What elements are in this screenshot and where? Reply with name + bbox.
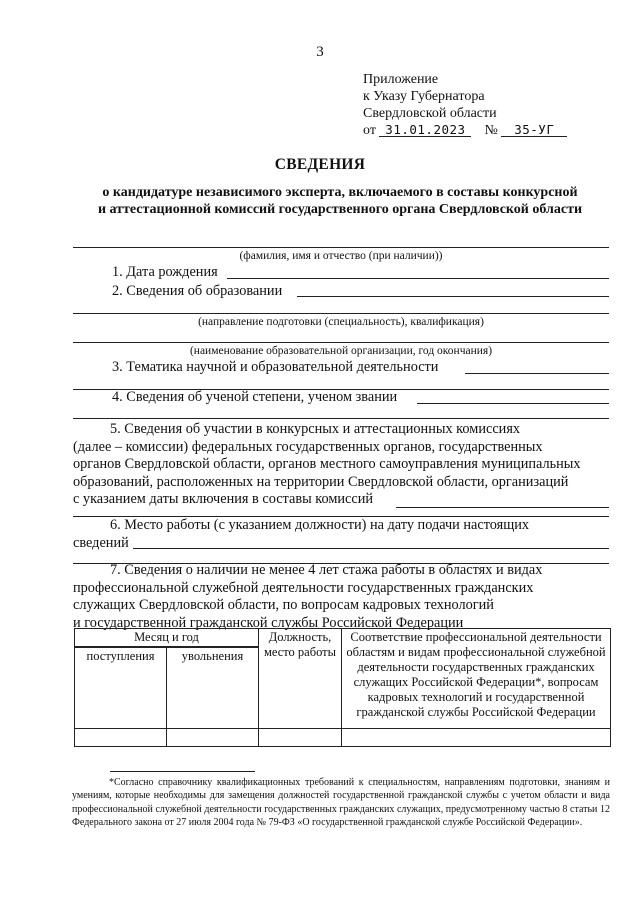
commissions-field-line xyxy=(396,507,609,508)
annex-from-label: от xyxy=(363,123,376,138)
fio-field-line xyxy=(73,247,609,248)
page-number: 3 xyxy=(316,44,324,60)
birth-date-field-line xyxy=(227,278,609,279)
experience-line3: служащих Свердловской области, по вопросам кадровых технологий xyxy=(73,597,494,613)
footnote-text: *Согласно справочнику квалификационных требований к специальностям, направлениям подготовки, знаниям и умениям, которые необходимы для замещения должностей государственной гражданской службы с учетом области и вида профессиональной служебной деятельности государственных гражданских служащих, предусмотренному частью 8 статьи 12 Федерального закона от 27 июля 2004 года № 79-ФЗ «О государственной гражданской службе Российской Федерации». xyxy=(72,777,610,829)
document-title: СВЕДЕНИЯ xyxy=(274,156,366,173)
annex-date: 31.01.2023 xyxy=(379,123,471,137)
education-label: 2. Сведения об образовании xyxy=(112,283,283,299)
commissions-line5: с указанием даты включения в составы комиссий xyxy=(73,491,374,507)
experience-line2: профессиональной служебной деятельности государственных гражданских xyxy=(73,579,534,596)
experience-table xyxy=(74,628,611,747)
subtitle-line1: о кандидатуре независимого эксперта, включаемого в составы конкурсной xyxy=(102,185,578,200)
subtitle-line2: и аттестационной комиссий государственного органа Свердловской области xyxy=(97,202,583,217)
commissions-line2: (далее – комиссии) федеральных государственных органов, государственных xyxy=(73,438,543,455)
annex-line1: Приложение xyxy=(363,72,439,87)
work-line1: 6. Место работы (с указанием должности) на дату подачи настоящих xyxy=(110,517,530,533)
fio-caption: (фамилия, имя и отчество (при наличии)) xyxy=(239,250,443,262)
work-field-line xyxy=(133,548,609,549)
table-cell-correspondence xyxy=(342,729,611,747)
footnote xyxy=(72,776,610,830)
experience-line4: и государственной гражданской службы Российской Федерации xyxy=(73,614,464,631)
table-cell-start xyxy=(75,729,167,747)
commissions-line1: 5. Сведения об участии в конкурсных и аттестационных комиссиях xyxy=(110,421,521,437)
annex-number-label: № xyxy=(484,123,498,138)
org-caption: (наименование образовательной организации, год окончания) xyxy=(189,345,493,357)
education-field-line xyxy=(297,296,609,297)
position-header: Должность, место работы xyxy=(259,629,342,729)
degree-field-line-2 xyxy=(73,418,609,419)
document-subtitle xyxy=(70,184,610,218)
annex-line2: к Указу Губернатора xyxy=(363,89,485,104)
footnote-separator xyxy=(110,771,255,772)
annex-line3: Свердловской области xyxy=(363,106,497,121)
table-cell-end xyxy=(167,729,259,747)
month-year-header xyxy=(75,629,259,648)
table-header-row xyxy=(75,629,611,648)
table-row xyxy=(75,729,611,747)
research-label: 3. Тематика научной и образовательной деятельности xyxy=(112,359,439,375)
start-header: поступления xyxy=(75,648,167,729)
degree-label: 4. Сведения об ученой степени, ученом звании xyxy=(112,389,398,405)
correspondence-header: Соответствие профессиональной деятельности областям и видам профессиональной служебной деятельности государственных гражданских служащих Российской Федерации*, вопросам кадровых технологий и государственной гражданской службы Российской Федерации xyxy=(342,629,611,729)
birth-date-label: 1. Дата рождения xyxy=(112,264,218,280)
direction-field-line xyxy=(73,313,609,314)
annex-block xyxy=(363,71,567,139)
org-field-line xyxy=(73,342,609,343)
work-line2: сведений xyxy=(73,534,129,551)
commissions-line4: образований, расположенных на территории Свердловской области, организаций xyxy=(73,473,569,490)
end-header: увольнения xyxy=(167,648,259,729)
research-field-line xyxy=(465,373,609,374)
annex-number: 35-УГ xyxy=(501,123,567,137)
experience-paragraph xyxy=(73,562,609,632)
degree-field-line xyxy=(417,403,609,404)
annex-date-line xyxy=(363,122,567,139)
month-year-header-label: Месяц и год xyxy=(75,629,258,647)
direction-caption: (направление подготовки (специальность), квалификация) xyxy=(198,316,484,328)
table-cell-position xyxy=(259,729,342,747)
commissions-line3: органов Свердловской области, органов местного самоуправления муниципальных xyxy=(73,456,581,472)
work-paragraph xyxy=(73,517,609,552)
experience-line1: 7. Сведения о наличии не менее 4 лет стажа работы в областях и видах xyxy=(110,562,543,578)
commissions-paragraph xyxy=(73,421,609,509)
